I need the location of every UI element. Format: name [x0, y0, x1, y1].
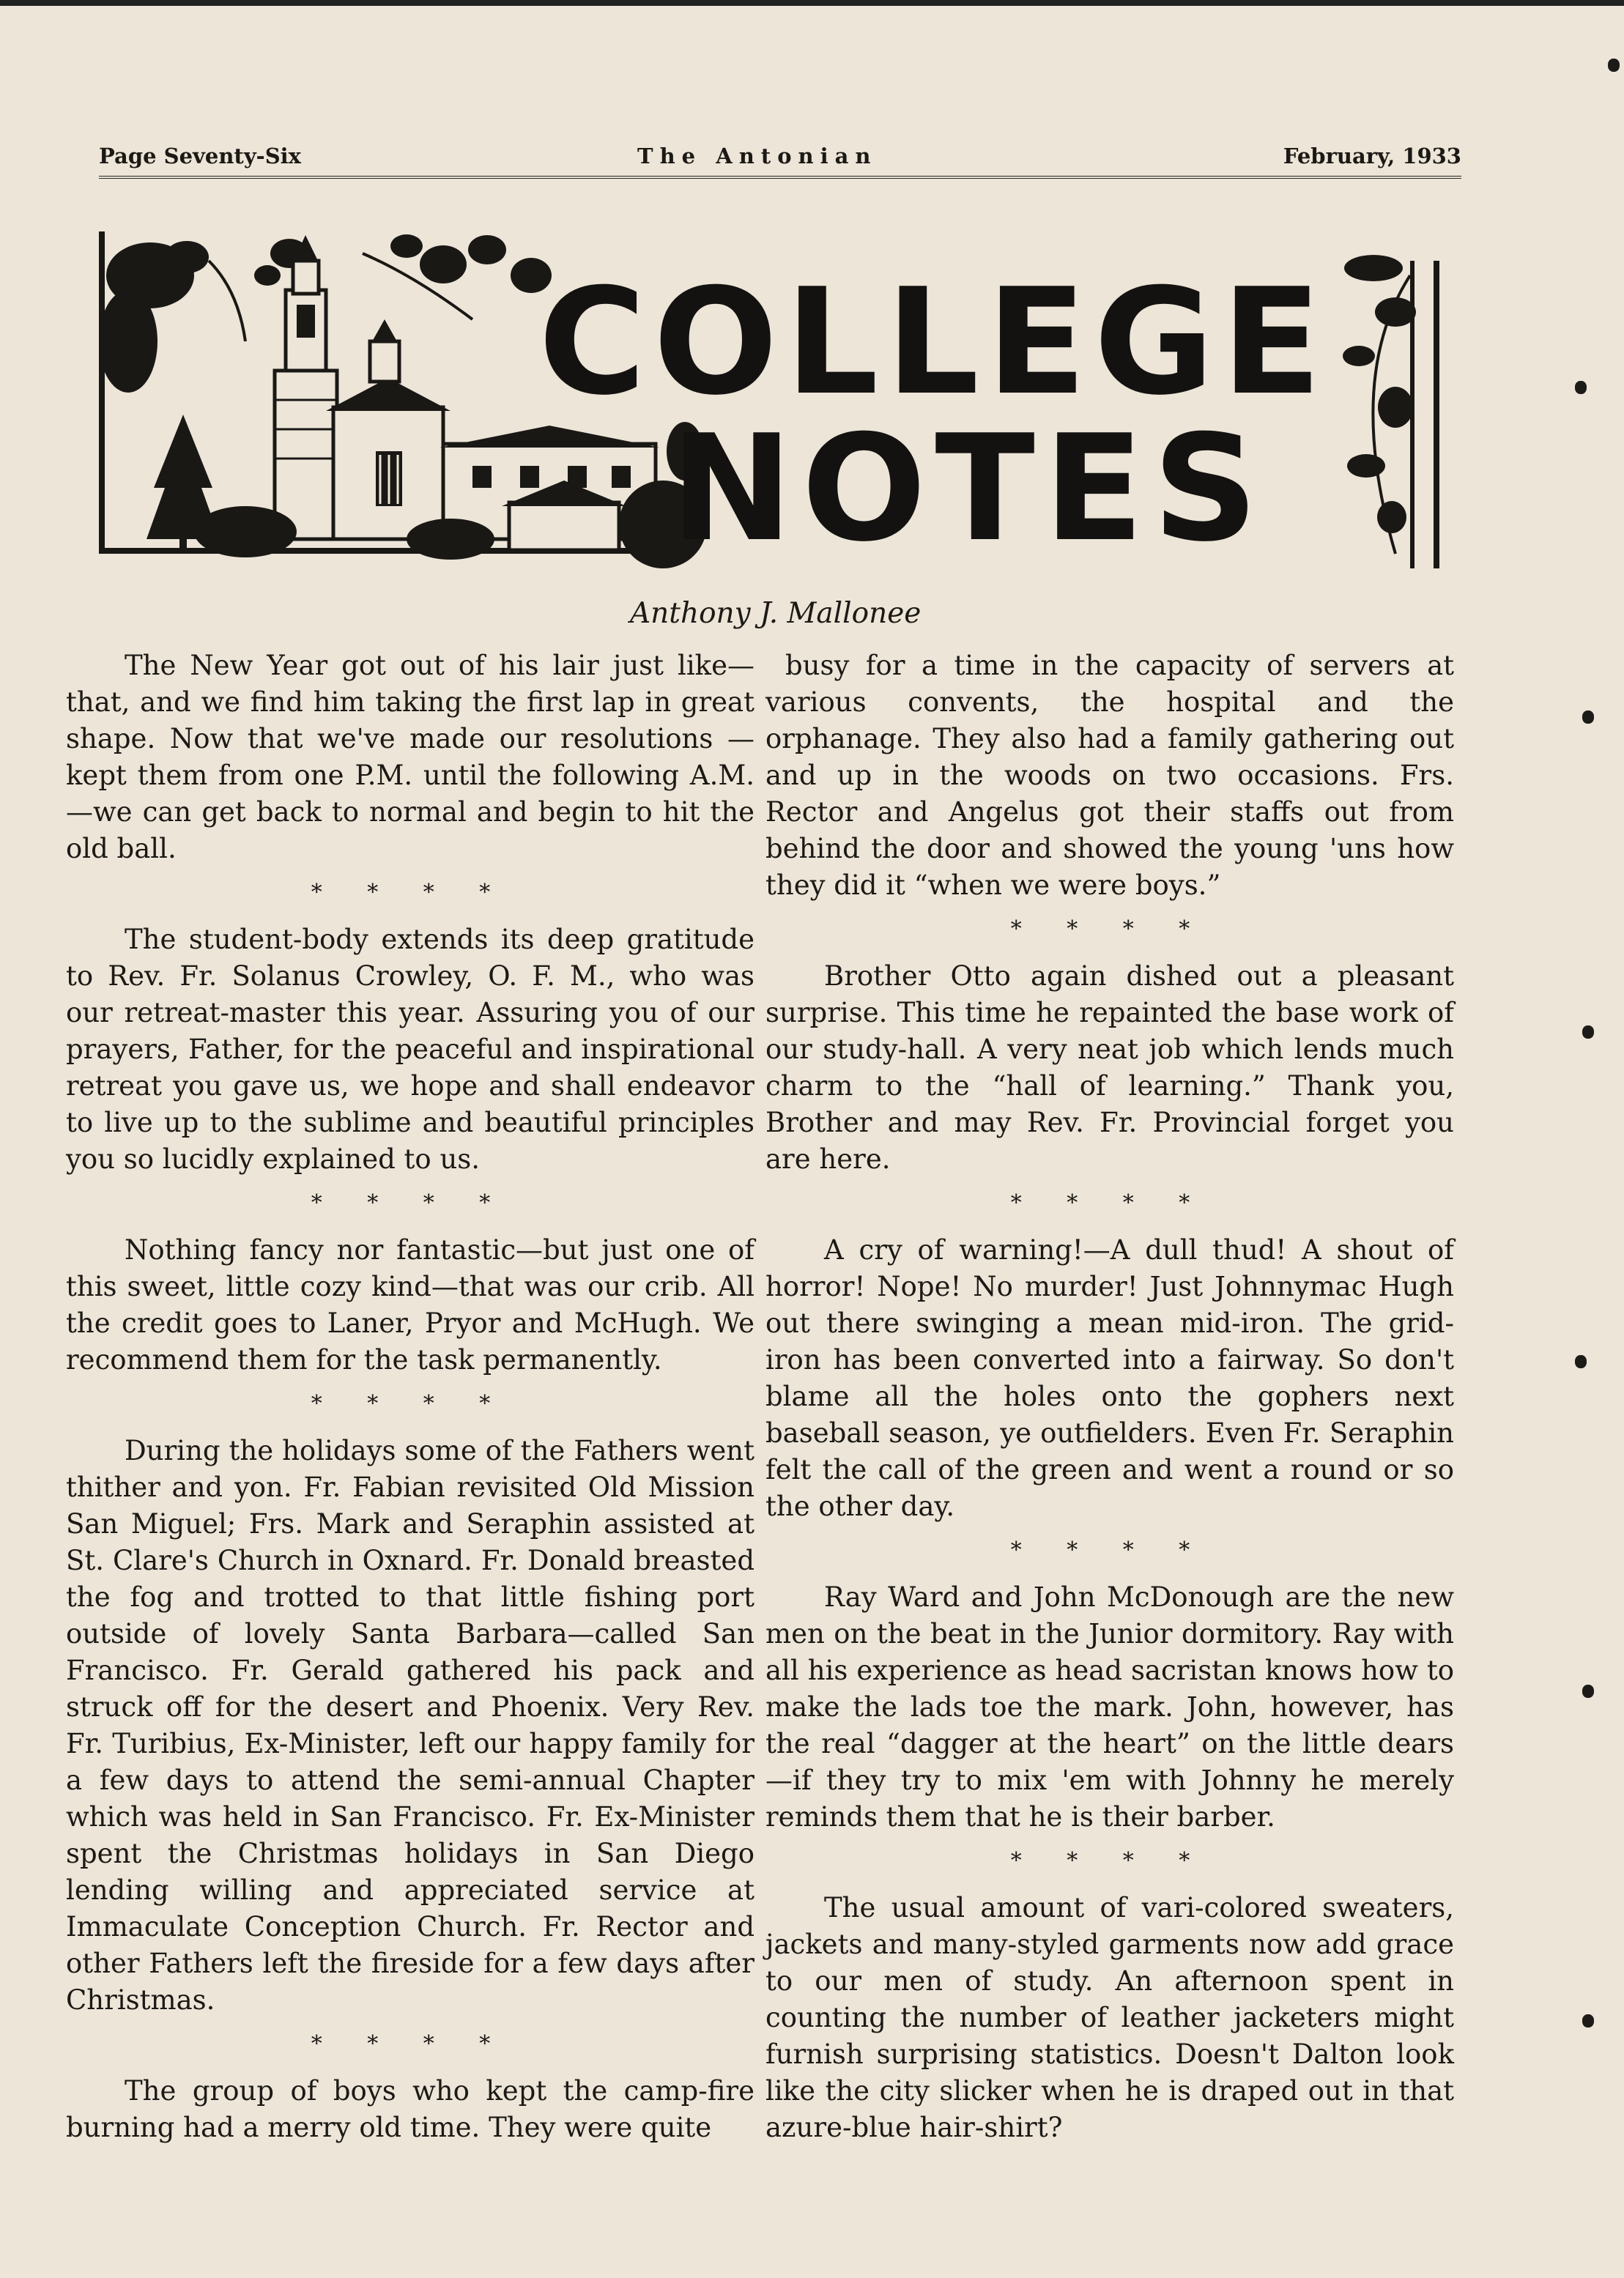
section-separator: * * * *	[1010, 1537, 1209, 1563]
article-paragraph: During the holidays some of the Fathers went thither and yon. Fr. Fabian revisited Old Mission San Miguel; Frs. Mark and Seraphin assisted at St. Clare's Church in Oxnard. Fr. Donald breasted the fog and trotted to that little fishing port outside of lovely Santa Barbara—called San Francisco. Fr. Gerald gathered his pack and struck off for the desert and Phoenix. Very Rev. Fr. Turibius, Ex-Minister, left our happy family for a few days to attend the semi-annual Chapter which was held in San Francisco. Fr. Ex-Minister spent the Christmas holidays in San Diego lending willing and appreciated service at Immaculate Conception Church. Fr. Rector and other Fathers left the fireside for a few days after Christmas.	[66, 1435, 754, 2016]
article-paragraph: busy for a time in the capacity of servers at various convents, the hospital and the orphanage. They also had a family gathering out and up in the woods on two occasions. Frs. Rector and Angelus got their staffs out from behind the door and showed the young 'uns how they did it “when we were boys.”	[765, 650, 1454, 901]
binding-hole-mark	[1582, 1685, 1594, 1698]
article-paragraph: Ray Ward and John McDonough are the new men on the beat in the Junior dormitory. Ray with all his experience as head sacristan knows how to make the lads toe the mark. John, however, has the real “dagger at the heart” on the little dears—if they try to mix 'em with Johnny he merely reminds them that he is their barber.	[765, 1581, 1454, 1833]
publication-title: The Antonian	[637, 144, 878, 168]
section-separator: * * * *	[1010, 916, 1209, 942]
running-header	[99, 132, 1461, 179]
binding-hole-mark	[1575, 381, 1587, 394]
binding-hole-mark	[1582, 2014, 1594, 2027]
binding-hole-mark	[1582, 1025, 1594, 1039]
left-column	[66, 648, 754, 2153]
section-separator: * * * *	[1010, 1848, 1209, 1874]
article-paragraph: The student-body extends its deep gratitude to Rev. Fr. Solanus Crowley, O. F. M., who was our retreat-master this year. Assuring you of our prayers, Father, for the peaceful and inspirational retreat you gave us, we hope and shall endeavor to live up to the sublime and beautiful principles you so lucidly explained to us.	[66, 924, 754, 1175]
issue-date: February, 1933	[1283, 144, 1461, 168]
byline: Anthony J. Mallonee	[630, 597, 922, 630]
article-paragraph: Nothing fancy nor fantastic—but just one of this sweet, little cozy kind—that was our crib. All the credit goes to Laner, Pryor and McHugh. We recommend them for the task permanently.	[66, 1234, 754, 1376]
section-separator: * * * *	[311, 2031, 510, 2057]
college-notes-banner	[99, 231, 1439, 568]
banner-title-notes: NOTES	[670, 404, 1267, 568]
page-number: Page Seventy-Six	[99, 144, 301, 168]
article-paragraph: The usual amount of vari-colored sweaters, jackets and many-styled garments now add grace to our men of study. An afternoon spent in counting the number of leather jacketers might furnish surprising statistics. Doesn't Dalton look like the city slicker when he is draped out in that azure-blue hair-shirt?	[765, 1892, 1454, 2143]
article-paragraph: The group of boys who kept the camp-fire burning had a merry old time. They were quite	[66, 2075, 754, 2143]
binding-hole-mark	[1582, 711, 1594, 724]
section-separator: * * * *	[311, 880, 510, 905]
article-paragraph: A cry of warning!—A dull thud! A shout of horror! Nope! No murder! Just Johnnymac Hugh out there swinging a mean mid-iron. The grid-iron has been converted into a fairway. So don't blame all the holes onto the gophers next baseball season, ye outfielders. Even Fr. Seraphin felt the call of the green and went a round or so the other day.	[765, 1234, 1454, 1522]
binding-hole-mark	[1575, 1355, 1587, 1368]
right-column	[765, 648, 1454, 2153]
section-separator: * * * *	[1010, 1190, 1209, 1216]
article-paragraph: The New Year got out of his lair just like— that, and we find him taking the first lap in great shape. Now that we've made our resolutions —kept them from one P.M. until the following A.M.—we can get back to normal and begin to hit the old ball.	[66, 650, 754, 864]
section-separator: * * * *	[311, 1391, 510, 1417]
section-separator: * * * *	[311, 1190, 510, 1216]
vine-illustration	[1343, 255, 1416, 554]
binding-hole-mark	[1608, 59, 1620, 72]
banner-title-college: COLLEGE	[538, 257, 1330, 428]
scan-top-edge	[0, 0, 1624, 6]
article-paragraph: Brother Otto again dished out a pleasant surprise. This time he repainted the base work of our study-hall. A very neat job which lends much charm to the “hall of learning.” Thank you, Brother and may Rev. Fr. Provincial forget you are here.	[765, 960, 1454, 1175]
